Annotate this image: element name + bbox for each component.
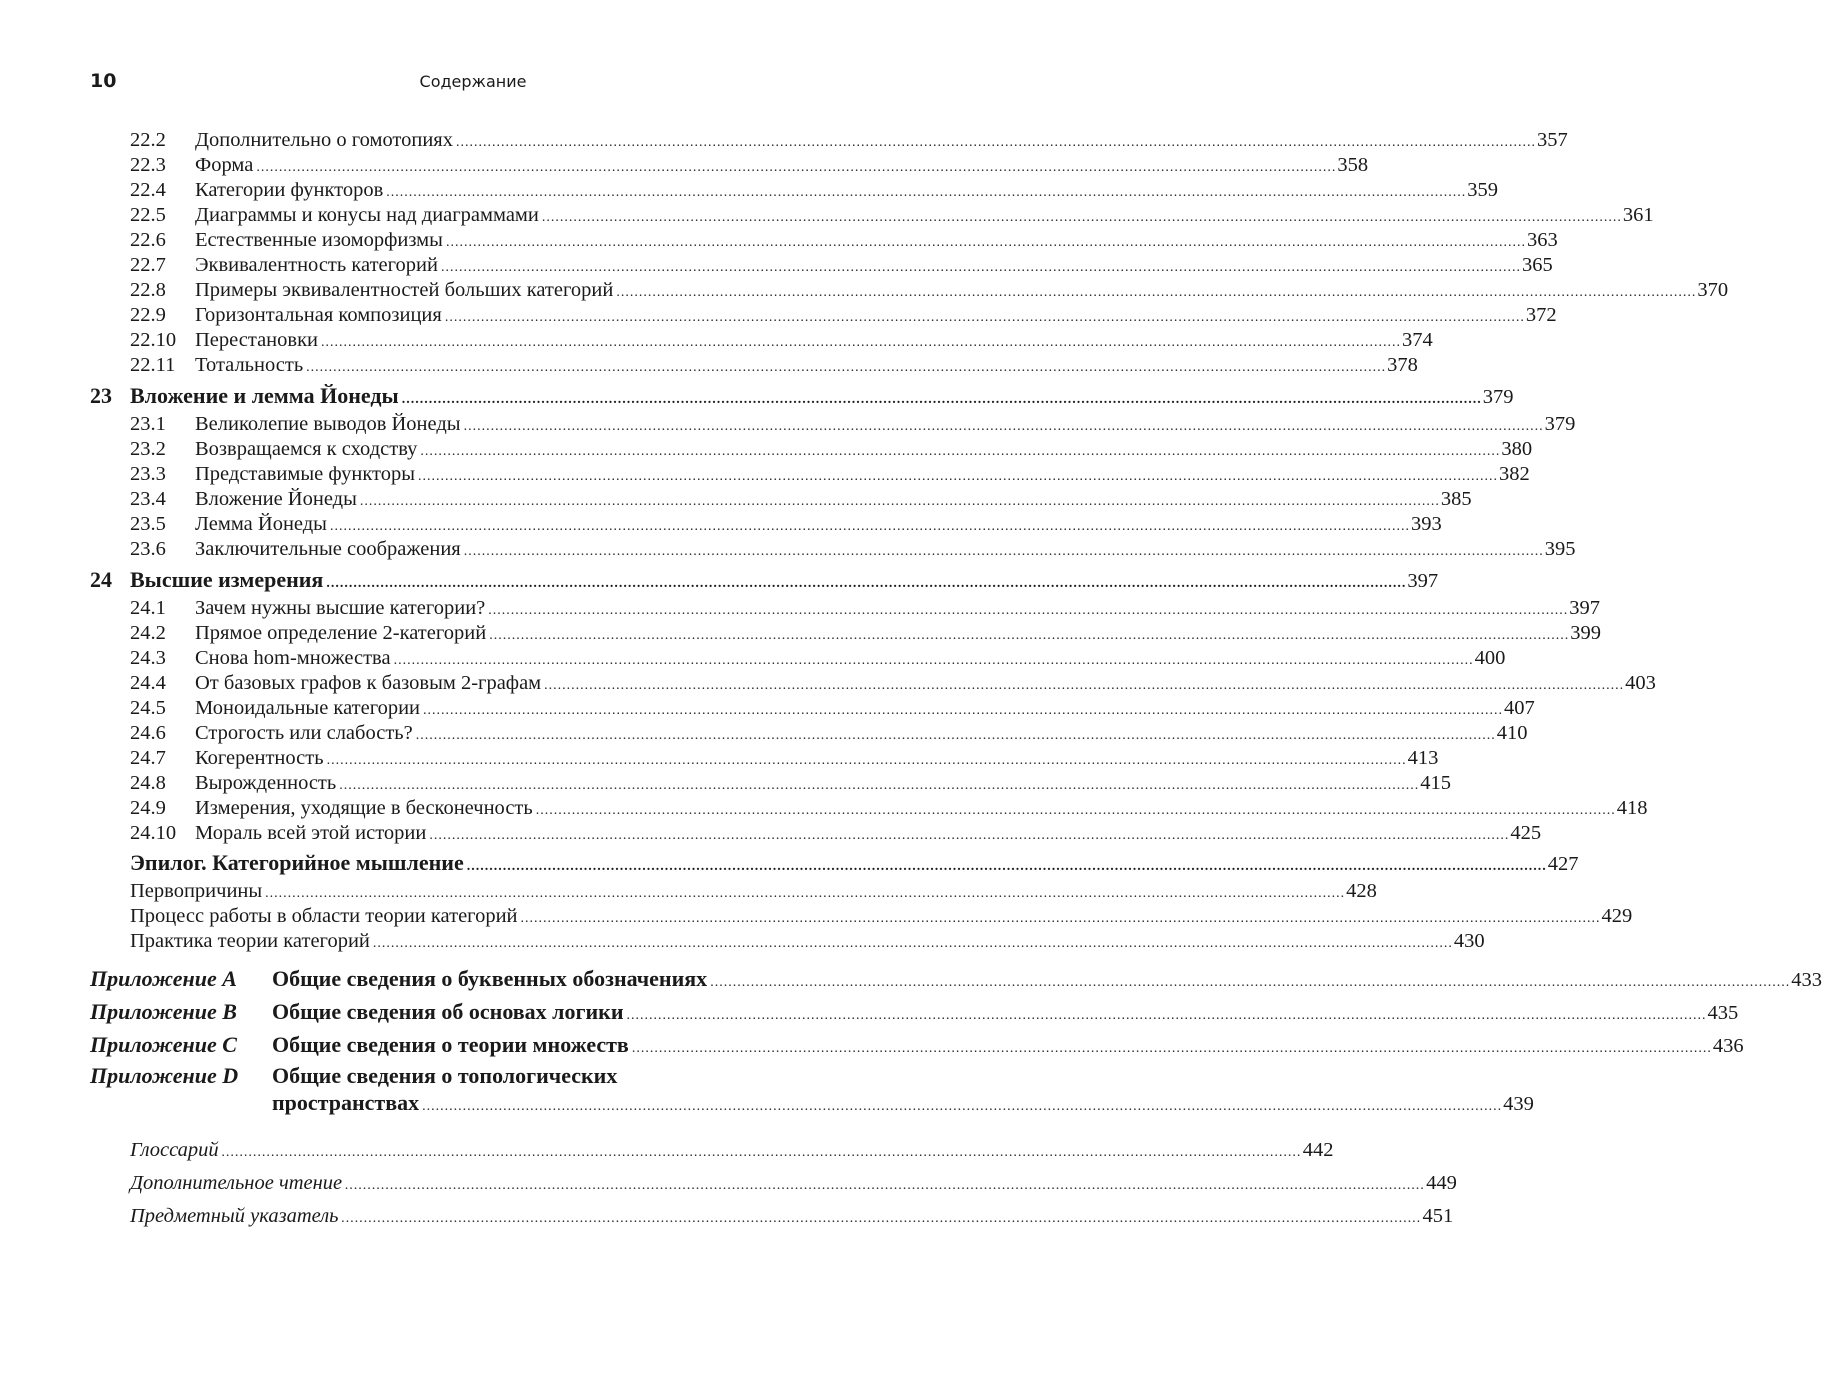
section-number: 24.3 [130, 647, 166, 669]
page-ref: 358 [1337, 154, 1369, 176]
page-ref: 436 [1712, 1035, 1744, 1057]
entry-title: Процесс работы в области теории категорий [130, 905, 518, 927]
dot-leader [386, 180, 1466, 205]
toc-entry[interactable] [90, 153, 1369, 178]
page-ref: 418 [1616, 797, 1648, 819]
dot-leader [327, 748, 1407, 773]
entry-title: Предметный указатель [130, 1205, 339, 1227]
appendix-label: Приложение D [90, 1063, 239, 1088]
section-title: Заключительные соображения [195, 538, 461, 560]
appendix-entry[interactable] [90, 962, 1822, 995]
page-ref: 407 [1504, 697, 1535, 719]
dot-leader [360, 489, 1440, 514]
section-title: Категории функторов [195, 179, 384, 201]
backmatter [90, 1134, 1457, 1233]
section-number: 23.3 [130, 463, 166, 485]
toc-entry[interactable] [90, 353, 1418, 378]
chapter-number: 23 [90, 383, 112, 408]
dot-leader [445, 305, 1525, 330]
page-ref: 425 [1510, 822, 1542, 844]
chapter-24-heading[interactable] [90, 563, 1439, 596]
dot-leader [632, 1032, 1712, 1065]
toc-entry[interactable] [90, 462, 1530, 487]
page-ref: 415 [1420, 772, 1451, 794]
page-ref: 403 [1625, 672, 1656, 694]
section-title: Дополнительно о гомотопиях [195, 129, 453, 151]
toc-entry[interactable] [90, 696, 1535, 721]
page-ref: 397 [1407, 570, 1439, 592]
epilog-heading[interactable] [90, 846, 1579, 879]
chapter-number: 24 [90, 567, 112, 592]
appendix-title: Общие сведения о буквенных обозначениях [272, 966, 708, 991]
section-number: 23.2 [130, 438, 166, 460]
page-ref: 442 [1302, 1139, 1334, 1161]
page-ref: 400 [1474, 647, 1506, 669]
toc-entry[interactable] [90, 328, 1433, 353]
section-title: Вырожденность [195, 772, 337, 794]
page-ref: 449 [1426, 1172, 1457, 1194]
dot-leader [306, 355, 1386, 380]
dot-leader [321, 330, 1401, 355]
dot-leader [423, 698, 1503, 723]
section-number: 24.1 [130, 597, 166, 619]
dot-leader [446, 230, 1526, 255]
section-number: 24.4 [130, 672, 166, 694]
dot-leader [418, 464, 1498, 489]
section-title: Форма [195, 154, 254, 176]
page-ref: 427 [1547, 853, 1579, 875]
table-of-contents [90, 128, 1822, 1233]
section-title: Великолепие выводов Йонеды [195, 413, 461, 435]
page-ref: 357 [1536, 129, 1568, 151]
section-number: 24.7 [130, 747, 166, 769]
toc-entry[interactable] [90, 746, 1439, 771]
section-title: Возвращаемся к сходству [195, 438, 418, 460]
epilog-items [90, 879, 1633, 954]
dot-leader [464, 414, 1544, 439]
section-title: Примеры эквивалентностей больших категорий [195, 279, 614, 301]
page-header [90, 70, 856, 96]
section-title: Лемма Йонеды [195, 513, 327, 535]
toc-entry[interactable] [90, 596, 1601, 621]
page-ref: 429 [1601, 905, 1633, 927]
page-ref: 413 [1407, 747, 1439, 769]
page-ref: 395 [1544, 538, 1576, 560]
section-title: Представимые функторы [195, 463, 415, 485]
page-ref: 393 [1410, 513, 1442, 535]
appendix-entry[interactable] [90, 995, 1739, 1028]
entry-title: Дополнительное чтение [130, 1172, 343, 1194]
page-ref: 378 [1387, 354, 1418, 376]
toc-entry[interactable] [90, 437, 1533, 462]
page-ref: 385 [1440, 488, 1472, 510]
section-number: 22.9 [130, 304, 166, 326]
dot-leader [616, 280, 1696, 305]
page-ref: 379 [1544, 413, 1576, 435]
toc-entry[interactable] [90, 537, 1576, 562]
section-title: Естественные изоморфизмы [195, 229, 443, 251]
dot-leader [339, 773, 1419, 798]
page-ref: 382 [1499, 463, 1530, 485]
section-title: Строгость или слабость? [195, 722, 413, 744]
toc-entry[interactable] [90, 821, 1542, 846]
section-title: Диаграммы и конусы над диаграммами [195, 204, 539, 226]
page-number: 10 [90, 70, 117, 92]
page-ref: 399 [1570, 622, 1601, 644]
section-title: Моноидальные категории [195, 697, 421, 719]
toc-entry[interactable] [90, 412, 1576, 437]
appendices [90, 962, 1822, 1116]
section-title: Снова hom-множества [195, 647, 391, 669]
dot-leader [627, 999, 1707, 1032]
toc-entry[interactable] [90, 278, 1729, 303]
appendix-label: Приложение B [90, 999, 237, 1024]
toc-entry[interactable] [90, 904, 1633, 929]
dot-leader [710, 966, 1790, 999]
section-title: Эквивалентность категорий [195, 254, 438, 276]
epilog-title: Эпилог. Категорийное мышление [130, 850, 464, 875]
section-title: Прямое определение 2-категорий [195, 622, 487, 644]
dot-leader [456, 130, 1536, 155]
entry-title: Практика теории категорий [130, 930, 370, 952]
section-number: 23.5 [130, 513, 166, 535]
page-ref: 361 [1622, 204, 1654, 226]
dot-leader [489, 623, 1569, 648]
dot-leader [373, 931, 1453, 956]
dot-leader [342, 1202, 1422, 1235]
dot-leader [345, 1169, 1425, 1202]
section-title: Перестановки [195, 329, 318, 351]
appendix-entry[interactable] [90, 1062, 1534, 1116]
section-number: 22.2 [130, 129, 166, 151]
backmatter-entry[interactable] [90, 1134, 1334, 1167]
dot-leader [265, 881, 1345, 906]
page-ref: 451 [1422, 1205, 1454, 1227]
toc-entry[interactable] [90, 512, 1442, 537]
dot-leader [429, 823, 1509, 848]
section-title: Горизонтальная композиция [195, 304, 442, 326]
section-number: 24.5 [130, 697, 166, 719]
page-ref: 363 [1526, 229, 1558, 251]
toc-entry[interactable] [90, 253, 1553, 278]
dot-leader [441, 255, 1521, 280]
toc-entry[interactable] [90, 228, 1558, 253]
dot-leader [536, 798, 1616, 823]
chapter-24-sections [90, 596, 1656, 846]
section-number: 22.6 [130, 229, 166, 251]
entry-title: Глоссарий [130, 1139, 219, 1161]
section-number: 24.6 [130, 722, 166, 744]
section-title: Когерентность [195, 747, 324, 769]
toc-entry[interactable] [90, 621, 1601, 646]
chapter-23-heading[interactable] [90, 379, 1514, 412]
dot-leader [402, 383, 1482, 416]
dot-leader [420, 439, 1500, 464]
toc-entry[interactable] [90, 879, 1377, 904]
chapter-23-sections [90, 412, 1576, 562]
dot-leader [488, 598, 1568, 623]
page-ref: 359 [1467, 179, 1499, 201]
appendix-body [272, 1062, 1534, 1116]
section-number: 22.8 [130, 279, 166, 301]
section-number: 22.7 [130, 254, 166, 276]
toc-entry[interactable] [90, 671, 1656, 696]
dot-leader [416, 723, 1496, 748]
section-title: Тотальность [195, 354, 304, 376]
section-title: Вложение Йонеды [195, 488, 357, 510]
section-number: 24.10 [130, 822, 177, 844]
toc-entry[interactable] [90, 203, 1654, 228]
toc-entry[interactable] [90, 796, 1648, 821]
section-number: 23.1 [130, 413, 166, 435]
page-ref: 435 [1707, 1002, 1739, 1024]
toc-entry[interactable] [90, 303, 1557, 328]
section-title: Зачем нужны высшие категории? [195, 597, 486, 619]
toc-entry[interactable] [90, 178, 1499, 203]
dot-leader [521, 906, 1601, 931]
backmatter-entry[interactable] [90, 1200, 1454, 1233]
section-number: 24.2 [130, 622, 166, 644]
chapter-title: Вложение и лемма Йонеды [130, 383, 399, 408]
toc-entry[interactable] [90, 646, 1506, 671]
appendix-entry[interactable] [90, 1028, 1744, 1061]
section-number: 24.9 [130, 797, 166, 819]
page-ref: 365 [1521, 254, 1553, 276]
toc-entry[interactable] [90, 128, 1568, 153]
dot-leader [330, 514, 1410, 539]
dot-leader [256, 155, 1336, 180]
page-ref: 410 [1496, 722, 1528, 744]
toc-entry[interactable] [90, 721, 1528, 746]
dot-leader [542, 205, 1622, 230]
appendix-title-line1: Общие сведения о топологических [272, 1063, 618, 1088]
appendix-title: Общие сведения о теории множеств [272, 1032, 629, 1057]
toc-entry[interactable] [90, 929, 1485, 954]
dot-leader [464, 539, 1544, 564]
section-number: 24.8 [130, 772, 166, 794]
chapter-22-sections [90, 128, 1729, 378]
page-ref: 380 [1501, 438, 1533, 460]
running-title: Содержание [419, 72, 527, 91]
page-ref: 372 [1525, 304, 1557, 326]
dot-leader [544, 673, 1624, 698]
chapter-title: Высшие измерения [130, 567, 324, 592]
dot-leader [394, 648, 1474, 673]
page-ref: 439 [1503, 1093, 1534, 1115]
dot-leader [326, 567, 1406, 600]
section-number: 23.4 [130, 488, 166, 510]
page-ref: 379 [1482, 386, 1514, 408]
section-number: 22.4 [130, 179, 166, 201]
page-ref: 397 [1569, 597, 1601, 619]
section-title: Мораль всей этой истории [195, 822, 427, 844]
page-ref: 370 [1697, 279, 1729, 301]
page-ref: 374 [1402, 329, 1433, 351]
section-title: От базовых графов к базовым 2-графам [195, 672, 542, 694]
dot-leader [422, 1093, 1502, 1120]
section-number: 22.5 [130, 204, 166, 226]
entry-title: Первопричины [130, 880, 263, 902]
dot-leader [467, 850, 1547, 883]
appendix-label: Приложение A [90, 966, 237, 991]
dot-leader [222, 1136, 1302, 1169]
appendix-title: Общие сведения об основах логики [272, 999, 624, 1024]
toc-entry[interactable] [90, 771, 1451, 796]
appendix-title-line2: пространствах [272, 1090, 420, 1115]
section-title: Измерения, уходящие в бесконечность [195, 797, 533, 819]
page-ref: 430 [1453, 930, 1485, 952]
section-number: 22.3 [130, 154, 166, 176]
appendix-title-line2-row [272, 1089, 1534, 1116]
appendix-label: Приложение C [90, 1032, 237, 1057]
toc-entry[interactable] [90, 487, 1472, 512]
page-ref: 428 [1346, 880, 1377, 902]
section-number: 22.10 [130, 329, 177, 351]
page-ref: 433 [1791, 969, 1822, 991]
section-number: 22.11 [130, 354, 176, 376]
section-number: 23.6 [130, 538, 166, 560]
backmatter-entry[interactable] [90, 1167, 1457, 1200]
